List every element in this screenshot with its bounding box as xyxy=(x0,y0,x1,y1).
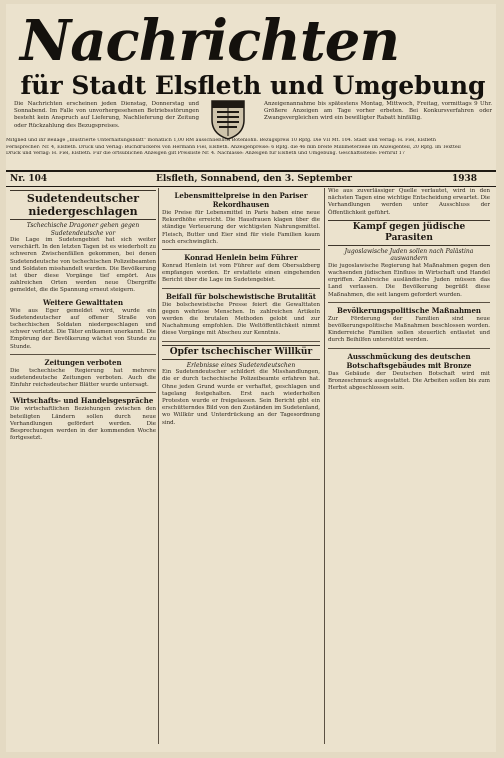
column-middle xyxy=(162,188,320,744)
newspaper-page xyxy=(6,4,496,752)
masthead xyxy=(6,8,496,128)
divider xyxy=(162,288,320,289)
headline: Zeitungen verboten xyxy=(44,357,122,367)
issue-number: Nr. 104 xyxy=(10,174,48,184)
headline: Lebensmittelpreise in den Pariser Rekordhausen xyxy=(174,191,308,209)
divider xyxy=(328,348,490,349)
divider xyxy=(328,302,490,303)
column-right xyxy=(328,188,490,744)
article-text: Zur Förderung der Familien sind neue bevölkerungspolitische Maßnahmen beschlossen worden. Kinderreiche Familien sollen steuerlich entlastet und durch Beihilfen unterstützt werden. xyxy=(328,315,490,344)
dateline xyxy=(6,170,496,187)
publisher-info xyxy=(6,138,496,170)
article-text: Ein Sudetendeutscher schildert die Misshandlungen, die er durch tschechische Polizeibeamte erfahren hat. Ohne jeden Grund wurde er verhaftet, geschlagen und tagelang festgehalten. Erst nach wiederholten Protesten wurde er freigelassen. Sein Bericht gibt ein erschütterndes Bild von den Zuständen im Sudetenland, wo Willkür und Unterdrückung an der Tagesordnung sind. xyxy=(162,369,320,426)
headline: Ausschmückung des deutschen Botschaftsgebäudes mit Bronze xyxy=(346,351,472,370)
headline: Weitere Gewalttaten xyxy=(42,297,124,307)
headline: Wirtschafts- und Handelsgespräche xyxy=(12,396,154,406)
article-text: Die Lage im Sudetengebiet hat sich weiter verschärft. In den letzten Tagen ist es wiederholt zu schweren Zwischenfällen gekommen, bei denen Sudetendeutsche von tschechischen Polizeibeamten und Soldaten misshandelt wurden. Die Bevölkerung ist über diese Vorgänge tief empört. Aus zahlreichen Orten werden neue Übergriffe gemeldet, die die Spannung erneut steigern. xyxy=(10,237,156,294)
headline: Opfer tschechischer Willkür xyxy=(162,345,320,360)
article-columns xyxy=(6,188,496,744)
newspaper-subtitle: für Stadt Elsfleth und Umgebung xyxy=(20,71,486,100)
divider xyxy=(10,392,156,393)
subheadline: Tschechische Dragoner gehen gegen Sudetendeutsche vor xyxy=(26,222,140,237)
publication-note: Die Nachrichten erscheinen jeden Dienstag, Donnerstag und Sonnabend. Im Falle von unvorhergesehenen Betriebsstörungen besteht kein Anspruch auf Lieferung, Nachlieferung der Zeitung oder Rückzahlung des Bezugspreises. xyxy=(14,101,199,129)
advertising-note: Anzeigenannahme bis spätestens Montag, Mittwoch, Freitag, vormittags 9 Uhr. Größere Anzeigen am Tage vorher erbeten. Bei Konkursverfahren oder Zwangsvergleichen wird ein bewilligter Rabatt hinfällig. xyxy=(264,101,492,122)
newspaper-title: Nachrichten xyxy=(20,8,400,74)
headline: Kampf gegen jüdische Parasiten xyxy=(328,220,490,246)
info-line: Fernsprecher: Nr. 4, Elsfleth. Druck und Verlag: Buchdruckerei von Hermann Fiel, Elsfleth. Anzeigenpreise: 6 Rpfg. die 46 mm breite Millimeterzeile im Anzeigenteil, 20 Rpfg. im Textteil xyxy=(6,144,461,150)
article-text: Die tschechische Regierung hat mehrere sudetendeutsche Zeitungen verboten. Auch die Einfuhr reichsdeutscher Blätter wurde untersagt. xyxy=(10,367,156,389)
article-text: Die bolschewistische Presse feiert die Gewalttaten gegen wehrlose Menschen. In zahlreichen Artikeln werden die brutalen Methoden gelobt und zur Nachahmung empfohlen. Die Weltöffentlichkeit nimmt diese Vorgänge mit Abscheu zur Kenntnis. xyxy=(162,301,320,337)
subheadline: Jugoslawische Juden sollen nach Palästina auswandern xyxy=(344,247,474,263)
article-text: Die Preise für Lebensmittel in Paris haben eine neue Rekordhöhe erreicht. Die Hausfrauen klagen über die ständige Verteuerung der wichtigsten Nahrungsmittel. Fleisch, Butter und Eier sind für viele Familien kaum noch erschwinglich. xyxy=(162,210,320,245)
divider xyxy=(10,354,156,355)
headline: Beifall für bolschewistische Brutalität xyxy=(165,291,316,301)
issue-date: Elsfleth, Sonnabend, den 3. September xyxy=(156,174,353,184)
article-text: Wie aus zuverlässiger Quelle verlautet, wird in den nächsten Tagen eine wichtige Entscheidung erwartet. Die Verhandlungen werden unter Ausschluss der Öffentlichkeit geführt. xyxy=(328,188,490,216)
headline: Sudetendeutscher niedergeschlagen xyxy=(10,190,156,220)
article-text: Die wirtschaftlichen Beziehungen zwischen den beteiligten Ländern sollen durch neue Verhandlungen gefördert werden. Die Besprechungen werden in der kommenden Woche fortgesetzt. xyxy=(10,406,156,442)
headline: Bevölkerungspolitische Maßnahmen xyxy=(337,305,481,315)
article-text: Konrad Henlein ist vom Führer auf dem Obersalzberg empfangen worden. Er erstattete einen eingehenden Bericht über die Lage im Sudetengebiet. xyxy=(162,263,320,284)
divider xyxy=(162,249,320,250)
article-text: Wie aus Eger gemeldet wird, wurde ein Sudetendeutscher auf offener Straße von tschechischen Soldaten niedergeschlagen und schwer verletzt. Die Täter entkamen unerkannt. Die Empörung der Bevölkerung wächst von Stunde zu Stunde. xyxy=(10,307,156,350)
article-text: Die jugoslawische Regierung hat Maßnahmen gegen den wachsenden jüdischen Einfluss in Wirtschaft und Handel ergriffen. Zahlreiche ausländische Juden müssen das Land verlassen. Die Bevölkerung begrüßt diese Maßnahmen, die seit langem gefordert wurden. xyxy=(328,262,490,298)
article-text: Das Gebäude der Deutschen Botschaft wird mit Bronzeschmuck ausgestattet. Die Arbeiten sollen bis zum Herbst abgeschlossen sein. xyxy=(328,370,490,392)
divider xyxy=(162,341,320,342)
coat-of-arms-icon xyxy=(209,98,247,140)
headline: Konrad Henlein beim Führer xyxy=(184,253,298,263)
column-left xyxy=(10,188,156,744)
subheadline: Erlebnisse eines Sudetendeutschen xyxy=(186,361,296,369)
issue-year: 1938 xyxy=(452,174,478,184)
info-line: Druck und Verlag: H. Fiel, Elsfleth. Für die ortsüblichen Anzeigen gilt Preisliste Nr. 4. Nachlässe: Anzeigen für Elsfleth und Umgebung. Geschäftsstelle: Fernruf 17 xyxy=(6,151,405,157)
info-line: Mitglied und ihr Beilage „Illustrierte Unterhaltungsblatt“ monatlich 1,00 RM ausschließlich Botenlohn. Bezugspreis 10 Rpfg. Die VII Mt. 104. Stadt und Verlag: H. Fiel, Elsfleth xyxy=(6,138,436,143)
